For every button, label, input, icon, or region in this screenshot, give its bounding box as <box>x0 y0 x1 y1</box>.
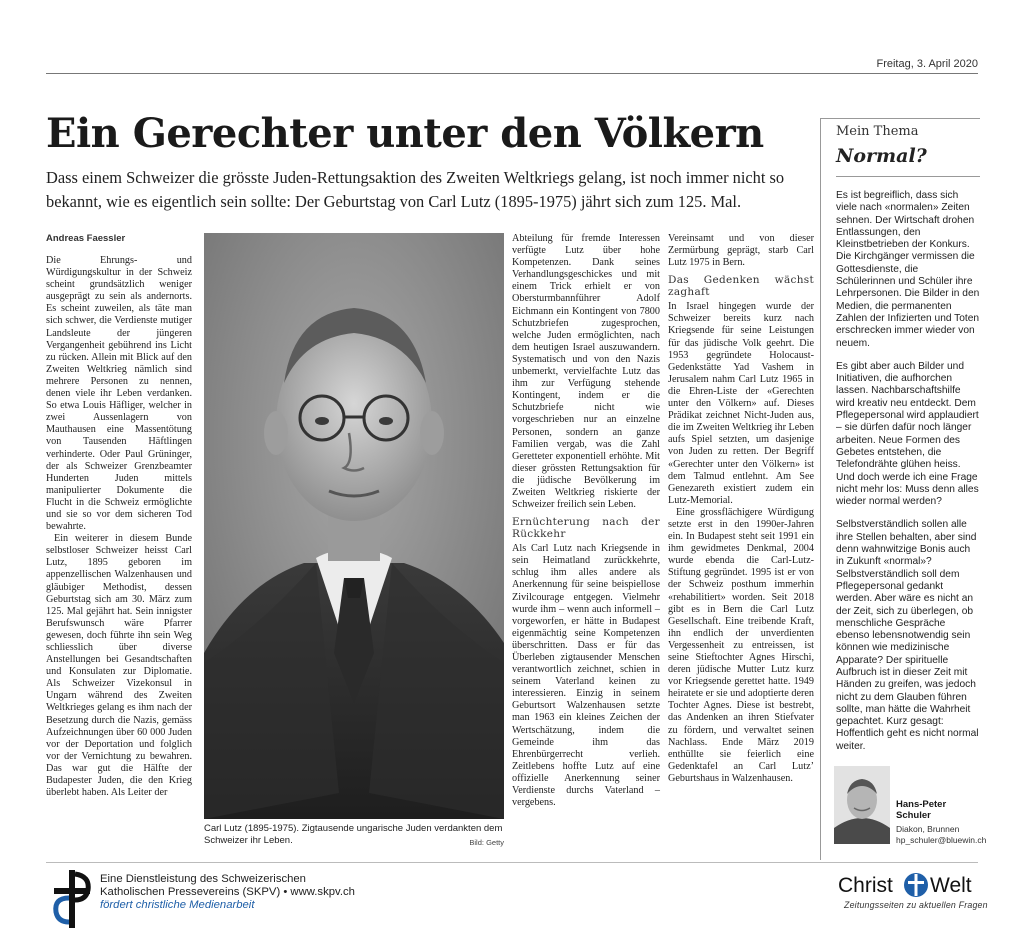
christ-welt-logo <box>836 866 986 902</box>
column-paragraph: Es ist begreiflich, dass sich viele nach «normalen» Zeiten sehnen. Der Wirtschaft drohen Entlassungen, den Kleinstbetrieben der Konkurs. Die Kirchgänger vermissen die Gottesdienste, die Schülerinnen und Schüler ihre Lehrpersonen. Die Bilder in den Medien, die permanenten Zahlen der Infizierten und Toten erschrecken immer wieder von neuem. <box>836 190 980 349</box>
article-column-2 <box>512 233 660 809</box>
column-paragraph: Selbstverständlich sollen alle ihre Stellen behalten, aber sind denn wahnwitzige Bonis auch in Zukunft «normal»? Selbstverständlich soll dem Pflegepersonal gedankt werden. Aber wäre es nicht an der Zeit, sich zu überlegen, ob menschliche Gespräche ebenso lebensnotwendig sein können wie medizinische Apparate? Der spirituelle Aufbruch ist in dieser Zeit mit Händen zu greifen, was jedoch nicht zu dem Glauben führen sollte, man hätte die Wahrheit gepachtet. Kurz gesagt: Hoffentlich geht es nicht normal weiter. <box>836 519 979 752</box>
photo-credit: Bild: Getty <box>469 838 504 847</box>
skpv-credit <box>100 873 355 912</box>
author-last-name: Schuler <box>896 810 931 821</box>
article-paragraph: Abteilung für fremde Interessen verfügte Lutz über hohe Kompetenzen. Dank seines Verhandlungsgeschickes und mit einem Trick erhielt er von Obersturmbannführer Adolf Eichmann ein Kontingent von 7800 Schutzbriefen zugesprochen, welche Juden ermöglichten, nach dem heutigen Israel auszuwandern. Systematisch und von den Nazis unbemerkt, vervielfachte Lutz das ihm zur Verfügung stehende Kontingent, indem er die Schutzbriefe nicht wie vorgeschrieben nur an einzelne Personen, sondern an ganze Familien vergab, was die Zahl Geretteter exponentiell erhöhte. Mit dieser grössten Rettungsaktion für die jüdische Bevölkerung im Zweiten Weltkrieg riskierte der Schweizer freilich sein Leben. <box>512 233 660 511</box>
brand-tagline: Zeitungsseiten zu aktuellen Fragen <box>844 900 988 910</box>
article-headline: Ein Gerechter unter den Völkern <box>46 110 764 157</box>
skpv-line: Eine Dienstleistung des Schweizerischen <box>100 873 306 885</box>
article-subheading: Das Gedenken wächst zaghaft <box>668 274 814 299</box>
article-paragraph: Eine grossflächigere Würdigung setzte erst in den 1990er-Jahren ein. In Budapest steht seit 1991 ein ihm gewidmetes Denkmal, 2004 wurde ebenda die Carl-Lutz-Stiftung gegründet. 1995 ist er von der Schweiz posthum immerhin «rehabilitiert» worden. Seit 2018 gibt es in Bern die Carl Lutz Gesellschaft. Eine treibende Kraft, ihn endlich der unverdienten Vergessenheit zu entreissen, ist seine Stieftochter Agnes Hirschi, deren jüdische Mutter Lutz kurz vor Kriegsende gerettet hatte. 1949 heiratete er sie und adoptierte deren Tochter Agnes. Diese ist bestrebt, das Andenken an ihren Stiefvater zu fördern, und verwaltet seinen Nachlass. Ende März 2019 enthüllte sie feierlich eine Gedenktafel an Carl Lutz’ Geburtshaus in Walzenhausen. <box>668 506 814 784</box>
skpv-cross-logo <box>50 868 94 930</box>
top-rule <box>46 73 978 74</box>
article-lead: Dass einem Schweizer die grösste Juden-Rettungsaktion des Zweiten Weltkriegs gelang, ist noch immer nicht so bekannt, wie es eigentlich sein sollte: Der Geburtstag von Carl Lutz (1895-1975) jährt sich zum 125. Mal. <box>46 168 785 211</box>
avatar-image <box>834 766 890 844</box>
footer-rule <box>46 862 978 863</box>
column-title-rule <box>836 176 980 177</box>
article-paragraph: Als Carl Lutz nach Kriegsende in sein Heimatland zurückkehrte, schlug ihm alles andere als Anerkennung für seine beispiellose Zivilcourage entgegen. Vielmehr wurde ihm – wenn auch informell – vorgeworfen, er hätte in Budapest eigenmächtig seine Kompetenzen überschritten. Dass er für das Überleben zigtausender Menschen verantwortlich zeichnet, schien in seinem Vaterland keinen zu interessieren. Einzig in seinem Geburtsort Walzenhausen setzte man 1963 ein kleines Zeichen der Wertschätzung, indem die Gemeinde ihm das Ehrenbürgerrecht verlieh. Zeitlebens hoffte Lutz auf eine offizielle Anerkennung seiner Verdienste durchs Vaterland – vergebens. <box>512 543 660 809</box>
article-author: Andreas Faessler <box>46 233 126 244</box>
column-paragraph: Es gibt aber auch Bilder und Initiativen, die aufhorchen lassen. Nachbarschaftshilfe wird kreativ neu entdeckt. Dem Pflegepersonal wird applaudiert – sie dürfen dafür noch länger arbeiten. Neue Formen des Gebetes entstehen, die Telefondrähte glühen heiss. Und doch werde ich eine Frage nicht mehr los: Muss denn alles wieder normal werden? <box>836 360 979 508</box>
column-author-details <box>896 824 986 846</box>
column-kicker: Mein Thema <box>836 124 919 139</box>
article-paragraph: In Israel hingegen wurde der Schweizer bereits kurz nach Kriegsende für seine Leistungen für das jüdische Volk geehrt. Die 1953 gegründete Holocaust-Gedenkstätte Yad Vashem in Jerusalem nahm Carl Lutz 1965 in die Ehren-Liste der «Gerechten unter den Völkern» auf. Dieses Prädikat zeichnet Nicht-Juden aus, die im Zweiten Weltkrieg ihr Leben aufs Spiel setzten, um dasjenige von Juden zu retten. Der Begriff «Gerechter unter den Völkern» ist dem Talmud entlehnt. Am See Genezareth existiert zudem ein Lutz-Memorial. <box>668 301 814 506</box>
issue-date: Freitag, 3. April 2020 <box>876 58 978 70</box>
author-first-name: Hans-Peter <box>896 799 947 810</box>
article-paragraph: Die Ehrungs- und Würdigungskultur in der Schweiz scheint grundsätzlich weniger ausgeprägt zu sein als andernorts. Es scheint zuweilen, als täte man sich schwer, die Verdienste mutiger Landsleute der jüngeren Vergangenheit gebührend ins Licht zu rücken. Allein mit Blick auf den Zweiten Weltkrieg nämlich sind mehrere Personen zu nennen, denen viele ihr Leben verdanken. So etwa Louis Häfliger, welcher in zwei Aussenlagern von Mauthausen eine Massentötung von Tausenden Häftlingen verhinderte. Oder Paul Grüninger, der als Schweizer Grenzbeamter Hunderten Juden mittels manipulierter Dokumente die Flucht in die Schweiz ermöglichte und sie so vor dem sicheren Tod bewahrte. <box>46 255 192 533</box>
article-column-3 <box>668 233 814 785</box>
column-title: Normal? <box>836 145 927 167</box>
skpv-line: Katholischen Pressevereins (SKPV) • www.skpv.ch <box>100 886 355 898</box>
column-author-name <box>896 799 946 821</box>
author-role: Diakon, Brunnen <box>896 824 960 834</box>
article-paragraph: Ein weiterer in diesem Bunde selbstloser Schweizer heisst Carl Lutz, 1895 geboren im appenzellischen Walzenhausen und gläubiger Methodist, dessen Geburtstag sich am 30. März zum 125. Mal gejährt hat. Sein innigster Berufswunsch wäre Pfarrer gewesen, doch führte ihn sein Weg schliesslich über diverse Anstellungen bei Gesandtschaften und Konsulaten zur Diplomatie. Als Schweizer Vizekonsul in Ungarn während des Zweiten Weltkrieges gelang es ihm nach der Besetzung durch die Nazis, gemäss Aufzeichnungen über 60 000 Juden vor der Deportation und folglich vor der Vernichtung zu bewahren. Das war gut die Hälfte der Budapester Juden, die den Krieg überlebt haben. Als Leiter der <box>46 533 192 799</box>
column-top-rule <box>820 118 980 119</box>
author-email: hp_schuler@bluewin.ch <box>896 835 987 845</box>
article-subheading: Ernüchterung nach der Rückkehr <box>512 516 660 541</box>
column-divider <box>820 118 821 860</box>
article-column-1 <box>46 255 192 799</box>
article-paragraph: Vereinsamt und von dieser Zermürbung geprägt, starb Carl Lutz 1975 in Bern. <box>668 233 814 269</box>
author-avatar <box>834 766 890 844</box>
brand-left: Christ <box>838 874 893 897</box>
brand-right: Welt <box>930 874 972 897</box>
portrait-photo <box>204 233 504 819</box>
portrait-image <box>204 233 504 819</box>
skpv-tagline: fördert christliche Medienarbeit <box>100 899 255 911</box>
opinion-column <box>836 190 980 764</box>
photo-caption: Carl Lutz (1895-1975). Zigtausende ungarische Juden verdankten dem Schweizer ihr Leben. <box>204 823 503 846</box>
